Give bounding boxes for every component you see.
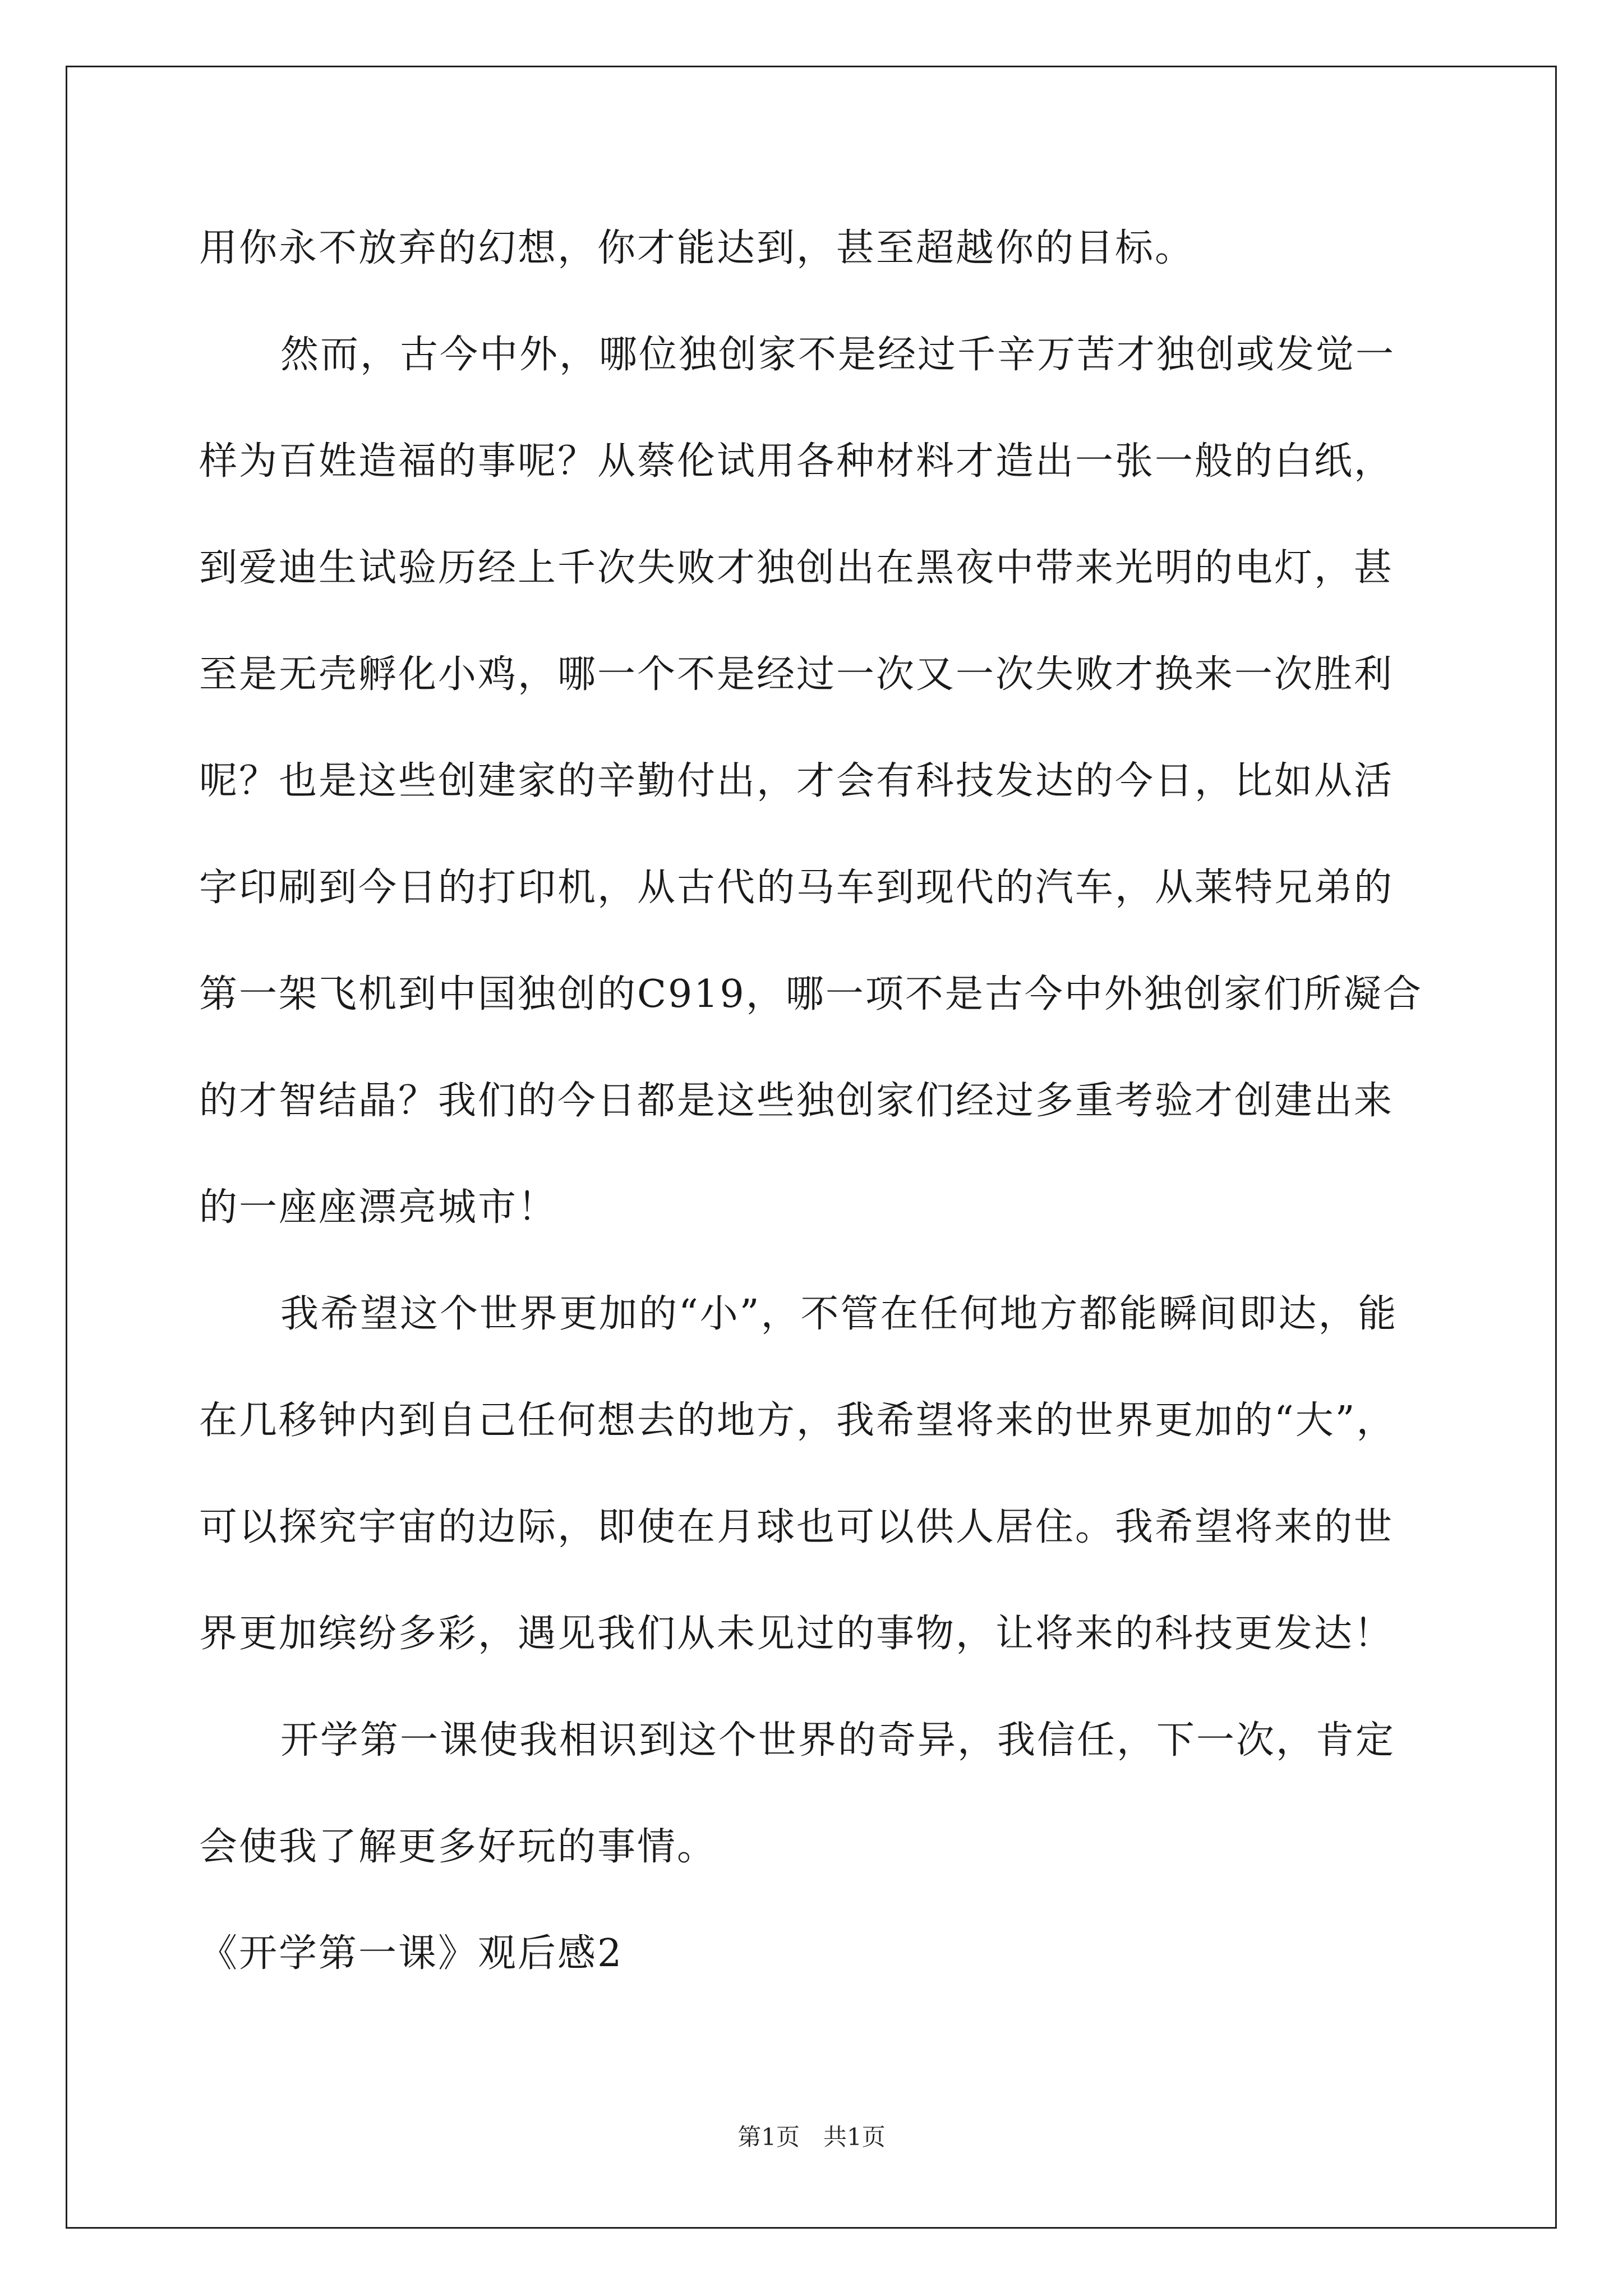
paragraph-line: 开学第一课使我相识到这个世界的奇异，我信任，下一次，肯定 <box>280 1718 1396 1763</box>
paragraph-line: 第一架飞机到中国独创的C919，哪一项不是古今中外独创家们所凝合 <box>199 972 1423 1016</box>
paragraph-line: 至是无壳孵化小鸡，哪一个不是经过一次又一次失败才换来一次胜利 <box>199 652 1394 697</box>
paragraph-line: 界更加缤纷多彩，遇见我们从未见过的事物，让将来的科技更发达！ <box>199 1612 1394 1656</box>
paragraph-line: 的才智结晶？我们的今日都是这些独创家们经过多重考验才创建出来 <box>199 1079 1394 1123</box>
paragraph-line: 用你永不放弃的幻想，你才能达到，甚至超越你的目标。 <box>199 226 1195 270</box>
paragraph-line: 在几移钟内到自己任何想去的地方，我希望将来的世界更加的“大”， <box>199 1398 1396 1443</box>
paragraph-line: 样为百姓造福的事呢？从蔡伦试用各种材料才造出一张一般的白纸， <box>199 439 1394 484</box>
paragraph-line: 会使我了解更多好玩的事情。 <box>199 1825 717 1869</box>
paragraph-line: 字印刷到今日的打印机，从古代的马车到现代的汽车，从莱特兄弟的 <box>199 866 1394 910</box>
paragraph-line: 可以探究宇宙的边际，即使在月球也可以供人居住。我希望将来的世 <box>199 1505 1394 1549</box>
page-border <box>66 66 1557 2229</box>
page-footer: 第1页 共1页 <box>737 2123 886 2151</box>
paragraph-line: 到爱迪生试验历经上千次失败才独创出在黑夜中带来光明的电灯，甚 <box>199 546 1394 590</box>
paragraph-line: 呢？也是这些创建家的辛勤付出，才会有科技发达的今日，比如从活 <box>199 759 1394 803</box>
section-heading: 《开学第一课》观后感2 <box>199 1931 624 1976</box>
paragraph-line: 然而，古今中外，哪位独创家不是经过千辛万苦才独创或发觉一 <box>280 333 1396 377</box>
paragraph-line: 的一座座漂亮城市！ <box>199 1185 558 1230</box>
paragraph-line: 我希望这个世界更加的“小”，不管在任何地方都能瞬间即达，能 <box>280 1292 1398 1336</box>
